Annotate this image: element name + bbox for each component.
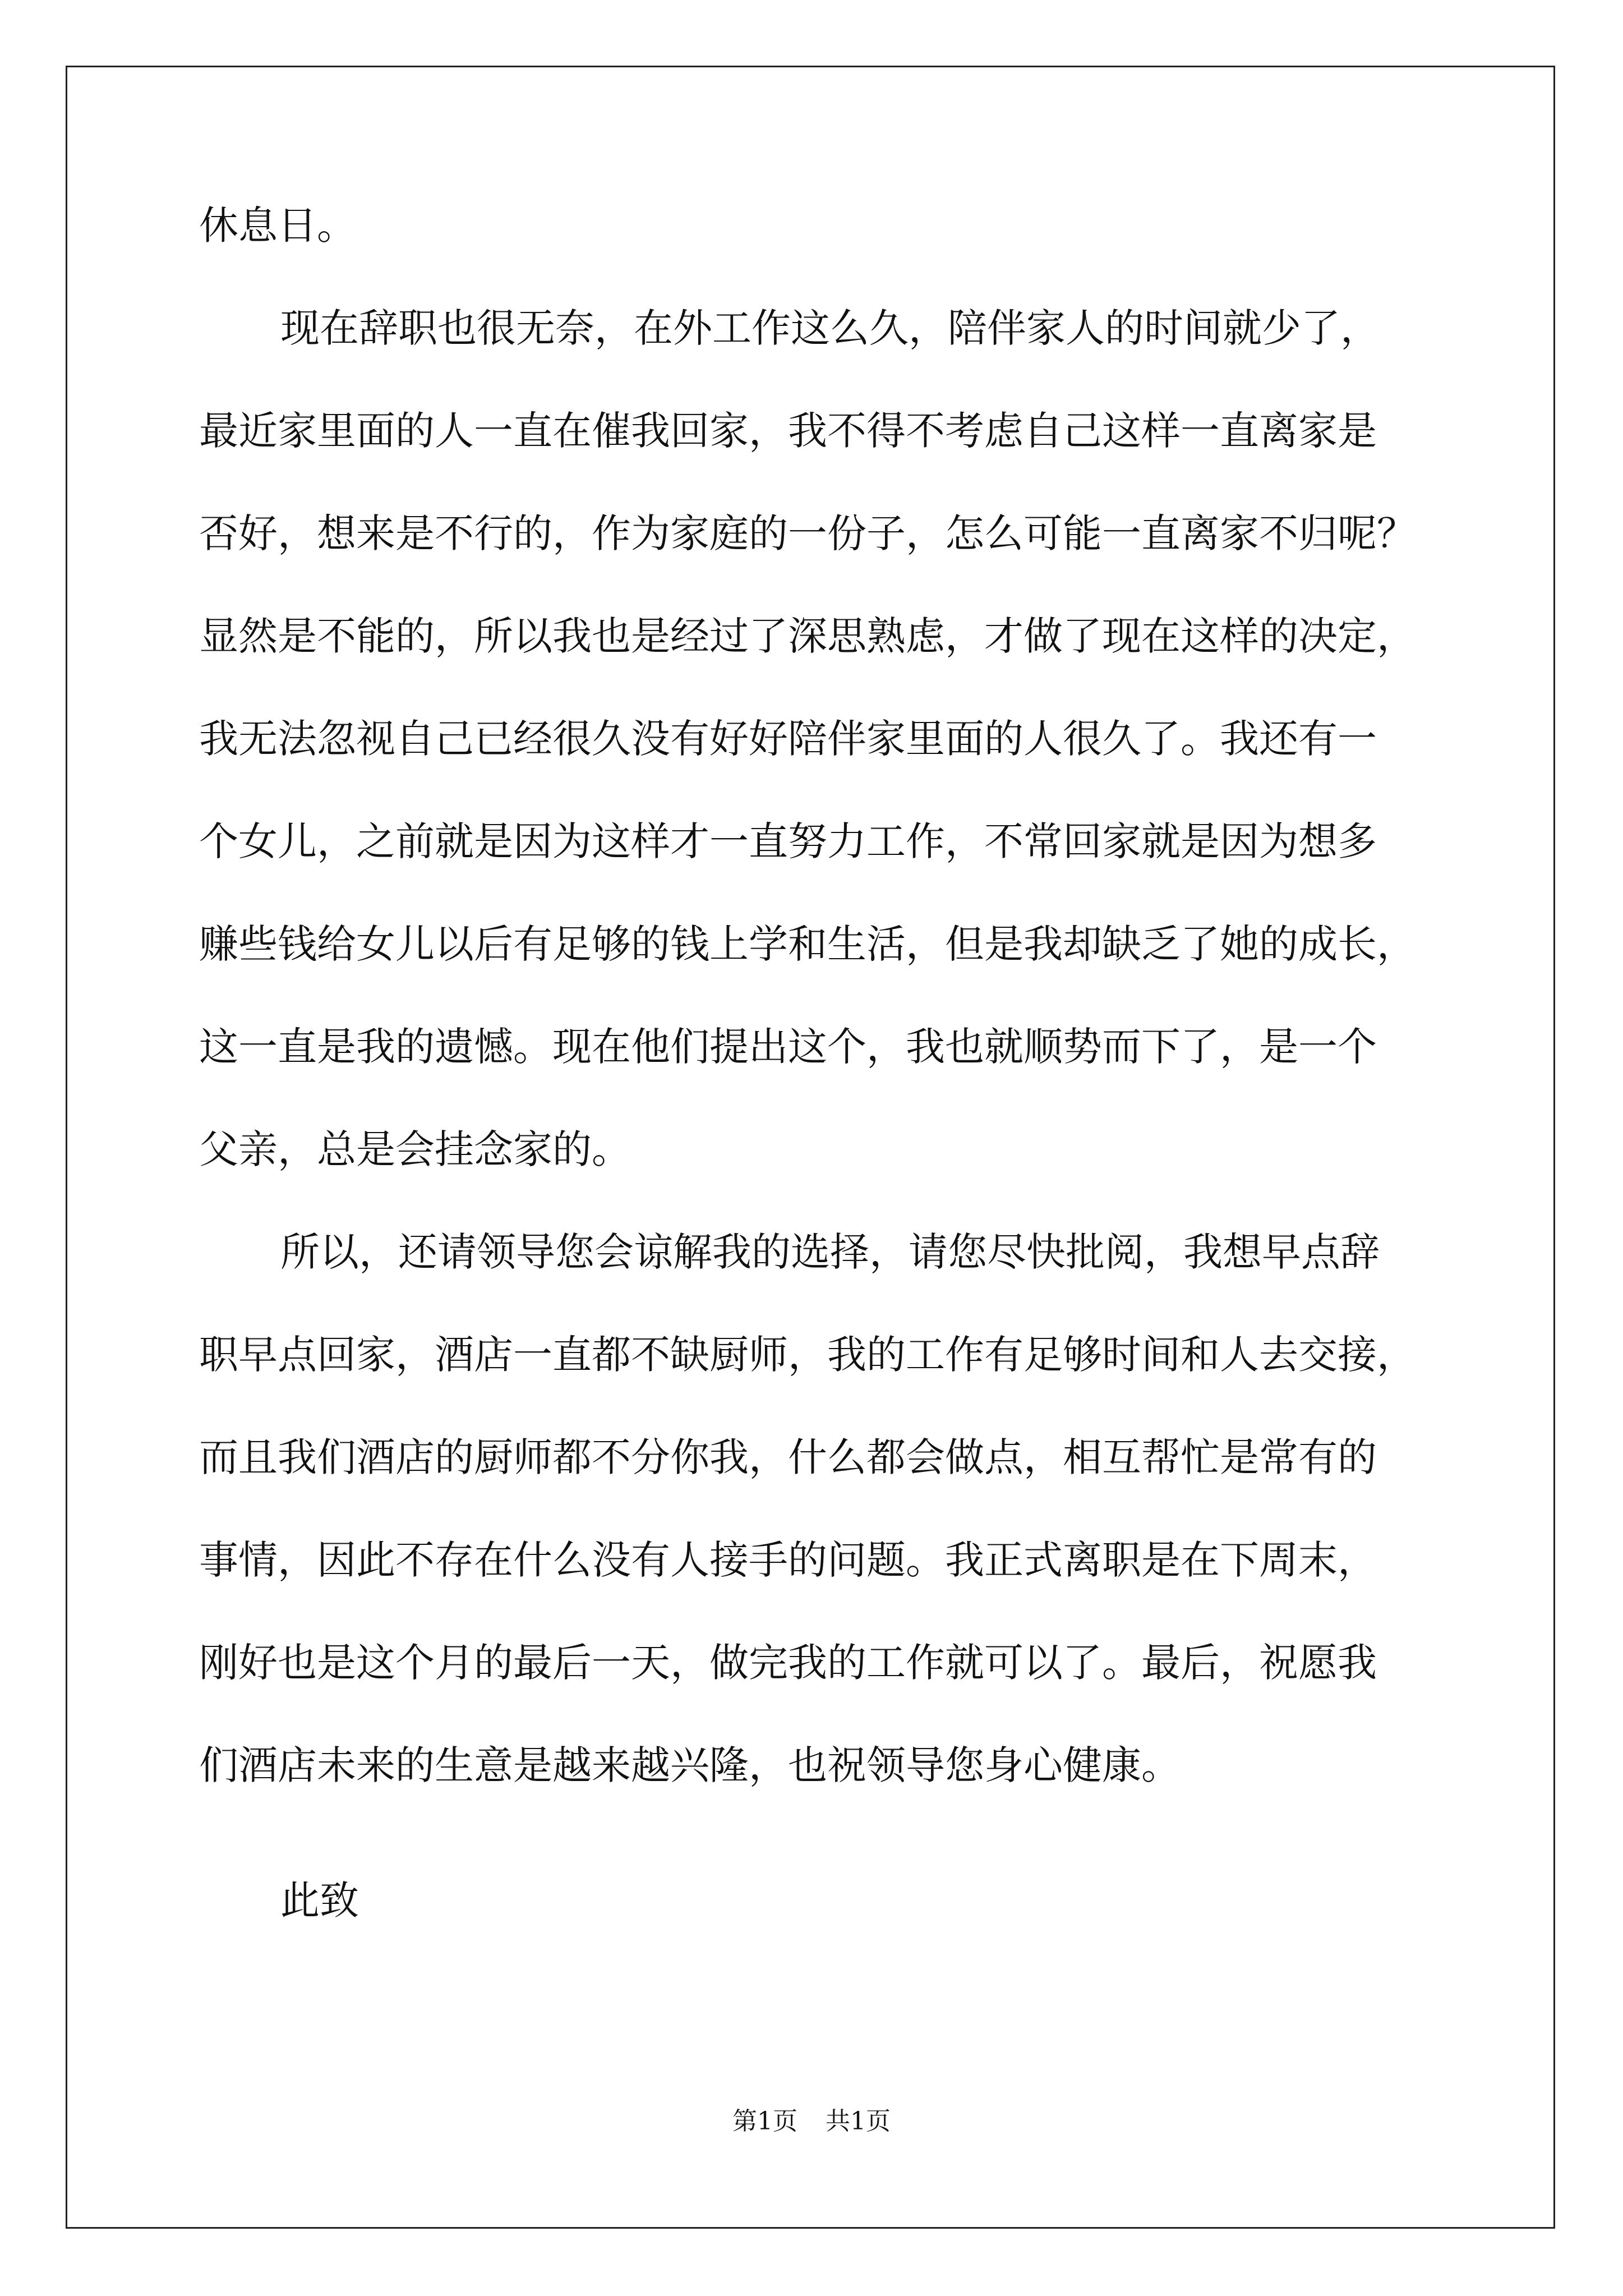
letter-body <box>199 197 1433 1975</box>
text-line: 赚些钱给女儿以后有足够的钱上学和生活，但是我却缺乏了她的成长， <box>199 921 1416 967</box>
paragraph-start-line: 现在辞职也很无奈，在外工作这么久，陪伴家人的时间就少了， <box>280 305 1380 351</box>
text-line: 职早点回家，酒店一直都不缺厨师，我的工作有足够时间和人去交接， <box>199 1332 1416 1378</box>
text-line: 否好，想来是不行的，作为家庭的一份子，怎么可能一直离家不归呢？ <box>199 510 1416 556</box>
text-line: 休息日。 <box>199 203 356 249</box>
text-line: 最近家里面的人一直在催我回家，我不得不考虑自己这样一直离家是 <box>199 408 1377 454</box>
text-line: 而且我们酒店的厨师都不分你我，什么都会做点，相互帮忙是常有的 <box>199 1434 1377 1480</box>
text-line: 事情，因此不存在什么没有人接手的问题。我正式离职是在下周末， <box>199 1537 1377 1583</box>
page-total: 共1页 <box>826 2107 891 2136</box>
text-line: 显然是不能的，所以我也是经过了深思熟虑，才做了现在这样的决定， <box>199 613 1416 659</box>
text-line: 我无法忽视自己已经很久没有好好陪伴家里面的人很久了。我还有一 <box>199 716 1377 762</box>
text-line: 这一直是我的遗憾。现在他们提出这个，我也就顺势而下了，是一个 <box>199 1024 1377 1070</box>
page-footer <box>0 2101 1623 2137</box>
closing-salutation: 此致 <box>280 1878 359 1924</box>
text-line: 刚好也是这个月的最后一天，做完我的工作就可以了。最后，祝愿我 <box>199 1640 1377 1686</box>
page-number: 第1页 <box>732 2107 797 2136</box>
paragraph-start-line: 所以，还请领导您会谅解我的选择，请您尽快批阅，我想早点辞 <box>280 1229 1380 1275</box>
spacer <box>199 1840 1433 1872</box>
text-line: 们酒店未来的生意是越来越兴隆，也祝领导您身心健康。 <box>199 1742 1181 1788</box>
text-line: 父亲，总是会挂念家的。 <box>199 1126 631 1172</box>
text-line: 个女儿，之前就是因为这样才一直努力工作，不常回家就是因为想多 <box>199 818 1377 864</box>
